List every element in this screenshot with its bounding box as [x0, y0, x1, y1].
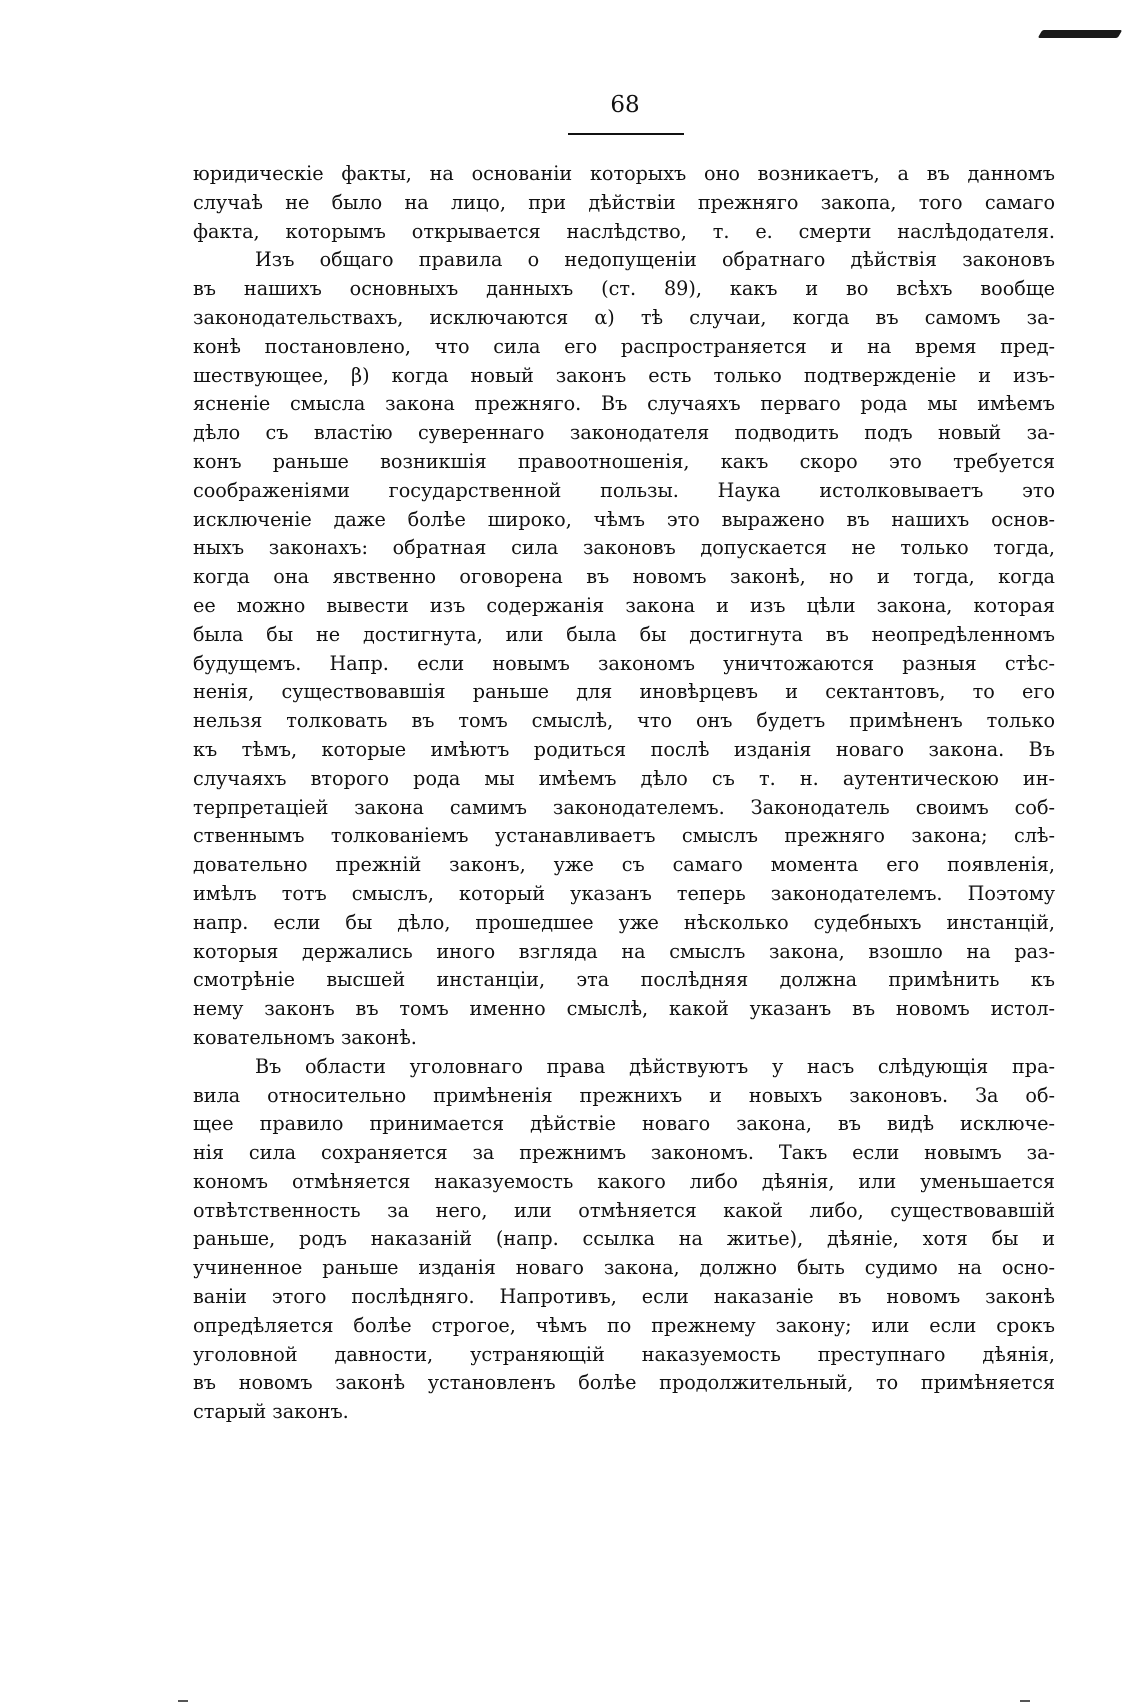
text-line: отвѣтственность за него, или отмѣняется какой либо, существовавшій: [193, 1198, 1055, 1222]
text-line: ковательномъ законѣ.: [193, 1025, 417, 1049]
text-line: учиненное раньше изданія новаго закона, должно быть судимо на осно-: [193, 1256, 1055, 1280]
text-line: терпретаціей закона самимъ законодателемъ. Законодатель своимъ соб-: [193, 795, 1055, 819]
text-line: кономъ отмѣняется наказуемость какого либо дѣянія, или уменьшается: [193, 1169, 1055, 1193]
text-line: имѣлъ тотъ смыслъ, который указанъ теперь законодателемъ. Поэтому: [193, 881, 1055, 905]
text-line: уголовной давности, устраняющій наказуемость преступнаго дѣянія,: [193, 1342, 1055, 1366]
text-line: къ тѣмъ, которые имѣютъ родиться послѣ изданія новаго закона. Въ: [193, 737, 1055, 761]
text-line: вила относительно примѣненія прежнихъ и новыхъ законовъ. За об-: [193, 1083, 1055, 1107]
text-line: законодательствахъ, исключаются α) тѣ случаи, когда въ самомъ за-: [193, 305, 1055, 329]
text-line: конѣ постановлено, что сила его распространяется и на время пред-: [193, 334, 1055, 358]
scan-mark: [1038, 30, 1123, 38]
text-line: факта, которымъ открывается наслѣдство, т. е. смерти наслѣдодателя.: [193, 219, 1055, 243]
text-line: случаяхъ второго рода мы имѣемъ дѣло съ т. н. аутентическою ин-: [193, 766, 1055, 790]
text-line: соображеніями государственной пользы. Наука истолковываетъ это: [193, 478, 1055, 502]
text-line: шествующее, β) когда новый законъ есть только подтвержденіе и изъ-: [193, 363, 1055, 387]
text-line: опредѣляется болѣе строгое, чѣмъ по прежнему закону; или если срокъ: [193, 1313, 1055, 1337]
page-number: 68: [610, 92, 640, 118]
text-line: ясненіе смысла закона прежняго. Въ случаяхъ перваго рода мы имѣемъ: [193, 392, 1055, 416]
text-line: когда она явственно оговорена въ новомъ законѣ, но и тогда, когда: [193, 565, 1055, 589]
text-line: конъ раньше возникшія правоотношенія, какъ скоро это требуется: [193, 449, 1055, 473]
text-line: ваніи этого послѣдняго. Напротивъ, если наказаніе въ новомъ законѣ: [193, 1285, 1055, 1309]
text-line: въ нашихъ основныхъ данныхъ (ст. 89), какъ и во всѣхъ вообще: [193, 277, 1055, 301]
text-line: старый законъ.: [193, 1400, 349, 1424]
text-line: напр. если бы дѣло, прошедшее уже нѣсколько судебныхъ инстанцій,: [193, 910, 1055, 934]
text-line: въ новомъ законѣ установленъ болѣе продолжительный, то примѣняется: [193, 1371, 1055, 1395]
text-line: была бы не достигнута, или была бы достигнута въ неопредѣленномъ: [193, 622, 1055, 646]
text-line: нему законъ въ томъ именно смыслѣ, какой указанъ въ новомъ истол-: [193, 997, 1055, 1021]
text-line: дѣло съ властію сувереннаго законодателя подводить подъ новый за-: [193, 421, 1055, 445]
scan-edge-mark: [178, 1700, 188, 1702]
text-line: раньше, родъ наказаній (напр. ссылка на житье), дѣяніе, хотя бы и: [193, 1227, 1055, 1251]
text-line: Въ области уголовнаго права дѣйствуютъ у насъ слѣдующія пра-: [255, 1054, 1055, 1078]
text-line: случаѣ не было на лицо, при дѣйствіи прежняго закопа, того самаго: [193, 190, 1055, 214]
text-line: смотрѣніе высшей инстанціи, эта послѣдняя должна примѣнить къ: [193, 968, 1055, 992]
text-line: довательно прежній законъ, уже съ самаго момента его появленія,: [193, 853, 1055, 877]
scan-edge-mark: [1020, 1700, 1030, 1702]
text-line: ственнымъ толкованіемъ устанавливаетъ смыслъ прежняго закона; слѣ-: [193, 824, 1055, 848]
text-line: нельзя толковать въ томъ смыслѣ, что онъ будетъ примѣненъ только: [193, 709, 1055, 733]
text-line: ныхъ законахъ: обратная сила законовъ допускается не только тогда,: [193, 536, 1055, 560]
text-line: исключеніе даже болѣе широко, чѣмъ это выражено въ нашихъ основ-: [193, 507, 1055, 531]
text-line: щее правило принимается дѣйствіе новаго закона, въ видѣ исключе-: [193, 1112, 1055, 1136]
text-line: ненія, существовавшія раньше для иновѣрцевъ и сектантовъ, то его: [193, 680, 1055, 704]
page-number-rule: [568, 133, 684, 135]
text-line: юридическіе факты, на основаніи которыхъ оно возникаетъ, а въ данномъ: [193, 162, 1055, 185]
text-line: ее можно вывести изъ содержанія закона и изъ цѣли закона, которая: [193, 593, 1055, 617]
text-line: Изъ общаго правила о недопущеніи обратнаго дѣйствія законовъ: [255, 248, 1055, 272]
text-line: нія сила сохраняется за прежнимъ закономъ. Такъ если новымъ за-: [193, 1141, 1055, 1165]
text-line: будущемъ. Напр. если новымъ закономъ уничтожаются разныя стѣс-: [193, 651, 1055, 675]
text-line: которыя держались иного взгляда на смыслъ закона, взошло на раз-: [193, 939, 1055, 963]
body-text: [193, 160, 1055, 1427]
